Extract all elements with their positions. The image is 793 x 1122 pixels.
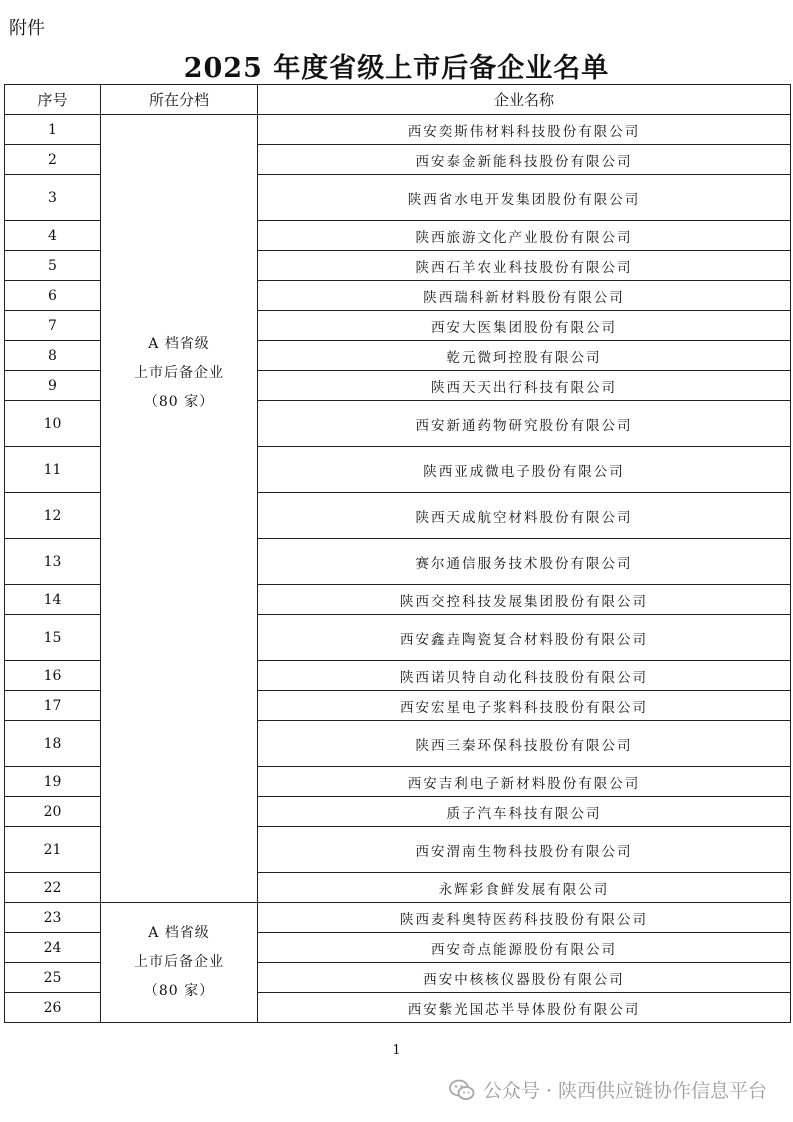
row-number: 16 [5, 661, 101, 691]
table-body [5, 115, 791, 1023]
company-name: 西安渭南生物科技股份有限公司 [258, 827, 791, 873]
company-name: 陕西省水电开发集团股份有限公司 [258, 175, 791, 221]
company-name: 陕西诺贝特自动化科技股份有限公司 [258, 661, 791, 691]
table-header-row [5, 85, 791, 115]
tier-cell [101, 115, 258, 903]
company-name: 陕西瑞科新材料股份有限公司 [258, 281, 791, 311]
page-title: 2025 年度省级上市后备企业名单 [183, 53, 610, 84]
company-name: 陕西天天出行科技有限公司 [258, 371, 791, 401]
row-number: 5 [5, 251, 101, 281]
watermark-text: 公众号 · 陕西供应链协作信息平台 [482, 1080, 767, 1102]
company-name: 西安中核核仪器股份有限公司 [258, 963, 791, 993]
company-name: 陕西亚成微电子股份有限公司 [258, 447, 791, 493]
company-name: 陕西旅游文化产业股份有限公司 [258, 221, 791, 251]
company-name: 西安宏星电子浆料科技股份有限公司 [258, 691, 791, 721]
row-number: 15 [5, 615, 101, 661]
company-name: 质子汽车科技有限公司 [258, 797, 791, 827]
row-number: 3 [5, 175, 101, 221]
row-number: 11 [5, 447, 101, 493]
company-name: 西安紫光国芯半导体股份有限公司 [258, 993, 791, 1023]
company-name: 永辉彩食鲜发展有限公司 [258, 873, 791, 903]
tier-label-line1: A 档省级 [148, 336, 210, 352]
company-name: 陕西三秦环保科技股份有限公司 [258, 721, 791, 767]
company-name: 陕西交控科技发展集团股份有限公司 [258, 585, 791, 615]
tier-label-line3: （80 家） [143, 394, 215, 410]
company-name: 陕西麦科奥特医药科技股份有限公司 [258, 903, 791, 933]
table-row [5, 115, 791, 145]
row-number: 7 [5, 311, 101, 341]
attachment-label: 附件 [9, 18, 45, 39]
tier-label-line2: 上市后备企业 [134, 365, 224, 381]
row-number: 14 [5, 585, 101, 615]
company-name: 西安新通药物研究股份有限公司 [258, 401, 791, 447]
row-number: 10 [5, 401, 101, 447]
table-row [5, 903, 791, 933]
company-table [4, 84, 791, 1023]
wechat-icon [449, 1079, 475, 1101]
tier-label-line1: A 档省级 [148, 925, 210, 941]
row-number: 9 [5, 371, 101, 401]
row-number: 1 [5, 115, 101, 145]
tier-cell [101, 903, 258, 1023]
company-name: 西安泰金新能科技股份有限公司 [258, 145, 791, 175]
company-name: 西安大医集团股份有限公司 [258, 311, 791, 341]
company-name: 西安鑫垚陶瓷复合材料股份有限公司 [258, 615, 791, 661]
page-number: 1 [392, 1043, 401, 1058]
row-number: 21 [5, 827, 101, 873]
tier-label-line3: （80 家） [143, 983, 215, 999]
row-number: 13 [5, 539, 101, 585]
row-number: 20 [5, 797, 101, 827]
row-number: 19 [5, 767, 101, 797]
row-number: 2 [5, 145, 101, 175]
row-number: 4 [5, 221, 101, 251]
row-number: 26 [5, 993, 101, 1023]
watermark [449, 1076, 767, 1103]
tier-label-line2: 上市后备企业 [134, 954, 224, 970]
company-name: 乾元微珂控股有限公司 [258, 341, 791, 371]
row-number: 17 [5, 691, 101, 721]
company-name: 西安奕斯伟材料科技股份有限公司 [258, 115, 791, 145]
row-number: 23 [5, 903, 101, 933]
row-number: 24 [5, 933, 101, 963]
row-number: 25 [5, 963, 101, 993]
row-number: 6 [5, 281, 101, 311]
company-name: 赛尔通信服务技术股份有限公司 [258, 539, 791, 585]
row-number: 18 [5, 721, 101, 767]
column-header-company: 企业名称 [258, 85, 791, 115]
company-name: 西安吉利电子新材料股份有限公司 [258, 767, 791, 797]
row-number: 8 [5, 341, 101, 371]
column-header-number: 序号 [5, 85, 101, 115]
company-name: 西安奇点能源股份有限公司 [258, 933, 791, 963]
company-name: 陕西天成航空材料股份有限公司 [258, 493, 791, 539]
column-header-tier: 所在分档 [101, 85, 258, 115]
row-number: 22 [5, 873, 101, 903]
company-name: 陕西石羊农业科技股份有限公司 [258, 251, 791, 281]
row-number: 12 [5, 493, 101, 539]
